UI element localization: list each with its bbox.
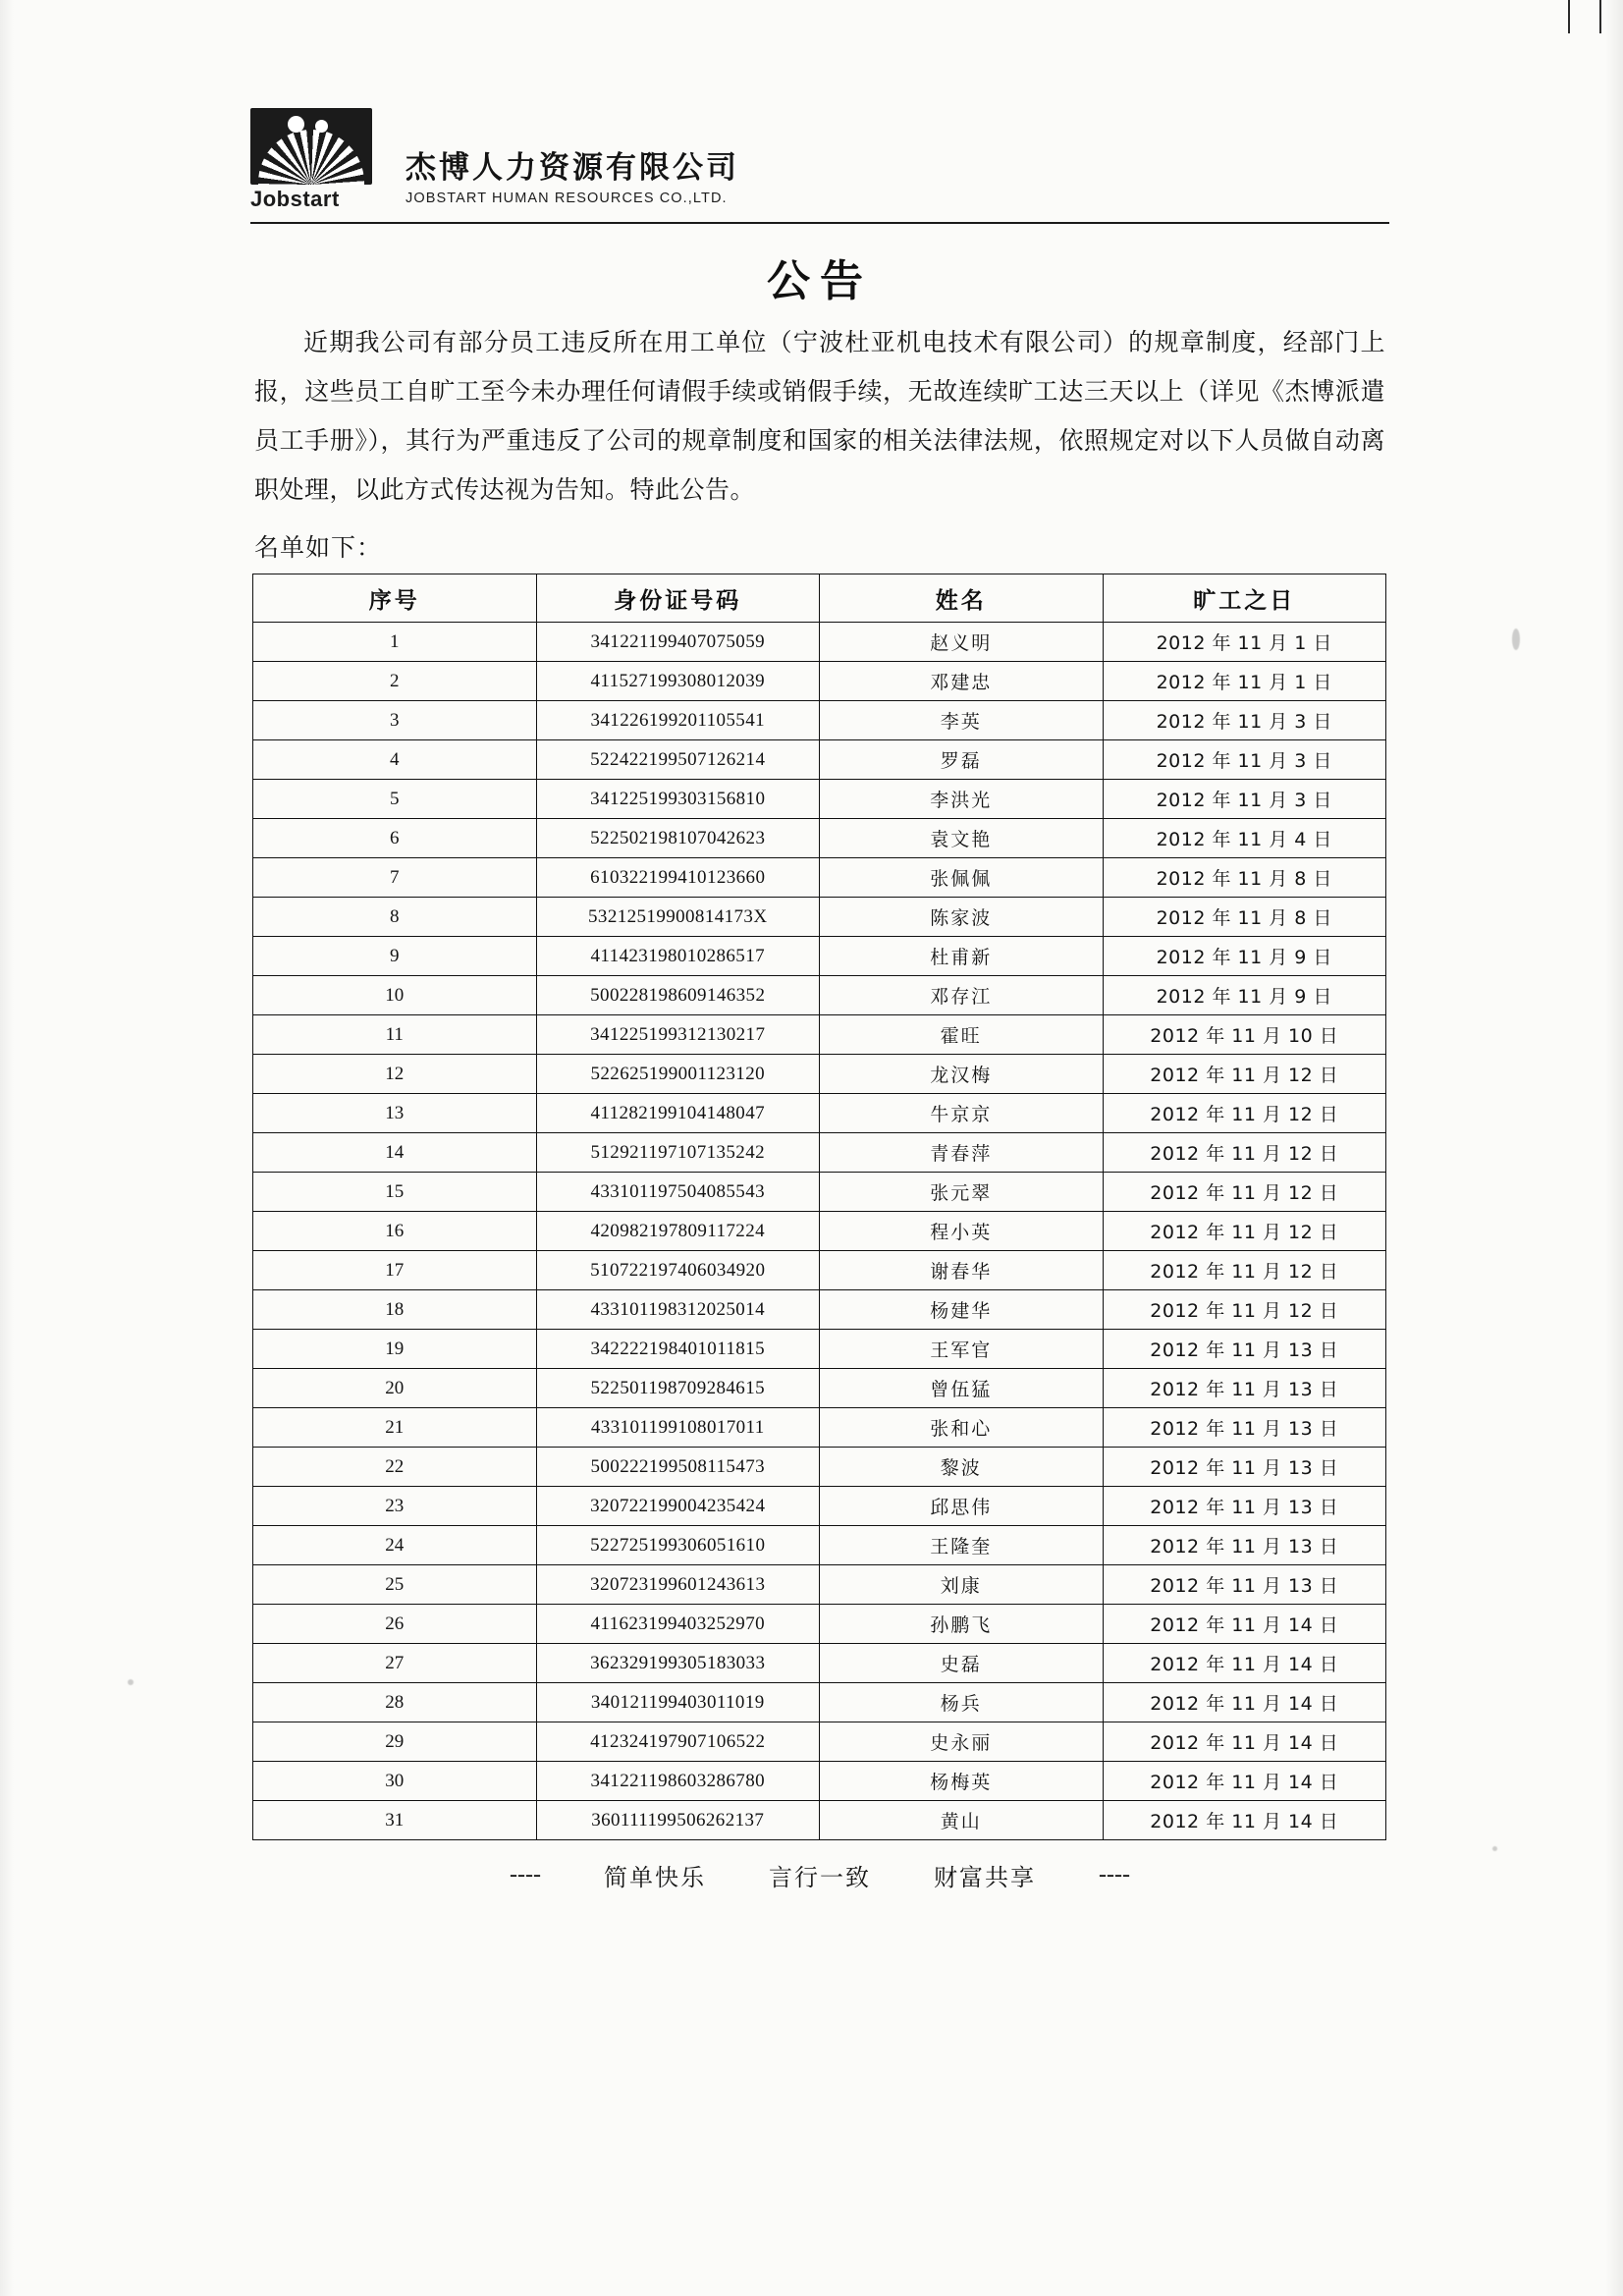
cell-index: 29: [253, 1722, 537, 1762]
cell-name: 牛京京: [820, 1094, 1104, 1133]
cell-name: 邓建忠: [820, 662, 1104, 701]
cell-name: 李英: [820, 701, 1104, 740]
cell-name: 李洪光: [820, 780, 1104, 819]
letterhead: [250, 108, 1389, 218]
cell-id-number: 500228198609146352: [536, 976, 820, 1015]
list-label: 名单如下：: [254, 533, 383, 562]
table-row: [253, 1526, 1386, 1565]
cell-index: 28: [253, 1683, 537, 1722]
table-row: [253, 1290, 1386, 1330]
cell-index: 30: [253, 1762, 537, 1801]
company-name-en: JOBSTART HUMAN RESOURCES CO.,LTD.: [406, 191, 728, 206]
cell-absence-date: 2012 年 11 月 14 日: [1103, 1762, 1386, 1801]
footer-lead-dash: ----: [510, 1862, 541, 1887]
cell-id-number: 512921197107135242: [536, 1133, 820, 1173]
cell-name: 刘康: [820, 1565, 1104, 1605]
cell-absence-date: 2012 年 11 月 12 日: [1103, 1251, 1386, 1290]
company-name-block: [406, 151, 739, 212]
table-row: [253, 1369, 1386, 1408]
jobstart-logo-icon: [250, 108, 372, 185]
cell-id-number: 500222199508115473: [536, 1448, 820, 1487]
cell-id-number: 411623199403252970: [536, 1605, 820, 1644]
cell-id-number: 522422199507126214: [536, 740, 820, 780]
cell-id-number: 433101198312025014: [536, 1290, 820, 1330]
cell-absence-date: 2012 年 11 月 13 日: [1103, 1408, 1386, 1448]
cell-name: 陈家波: [820, 898, 1104, 937]
cell-absence-date: 2012 年 11 月 12 日: [1103, 1173, 1386, 1212]
cell-index: 8: [253, 898, 537, 937]
cell-index: 31: [253, 1801, 537, 1840]
cell-name: 杨梅英: [820, 1762, 1104, 1801]
cell-id-number: 522625199001123120: [536, 1055, 820, 1094]
cell-index: 27: [253, 1644, 537, 1683]
cell-name: 张佩佩: [820, 858, 1104, 898]
cell-index: 24: [253, 1526, 537, 1565]
cell-id-number: 320723199601243613: [536, 1565, 820, 1605]
cell-id-number: 610322199410123660: [536, 858, 820, 898]
cell-index: 19: [253, 1330, 537, 1369]
cell-index: 4: [253, 740, 537, 780]
cell-id-number: 420982197809117224: [536, 1212, 820, 1251]
footer-slogan-3: 财富共享: [934, 1864, 1036, 1891]
table-row: [253, 701, 1386, 740]
cell-name: 龙汉梅: [820, 1055, 1104, 1094]
cell-absence-date: 2012 年 11 月 13 日: [1103, 1565, 1386, 1605]
cell-absence-date: 2012 年 11 月 13 日: [1103, 1369, 1386, 1408]
cell-absence-date: 2012 年 11 月 3 日: [1103, 701, 1386, 740]
cell-index: 26: [253, 1605, 537, 1644]
cell-index: 10: [253, 976, 537, 1015]
cell-index: 23: [253, 1487, 537, 1526]
cell-name: 黄山: [820, 1801, 1104, 1840]
table-row: [253, 1762, 1386, 1801]
col-header-name: 姓名: [820, 574, 1104, 623]
cell-absence-date: 2012 年 11 月 8 日: [1103, 898, 1386, 937]
cell-id-number: 433101197504085543: [536, 1173, 820, 1212]
cell-name: 霍旺: [820, 1015, 1104, 1055]
cell-name: 黎波: [820, 1448, 1104, 1487]
cell-absence-date: 2012 年 11 月 10 日: [1103, 1015, 1386, 1055]
table-body: [253, 623, 1386, 1840]
cell-index: 21: [253, 1408, 537, 1448]
scan-speck: [1512, 629, 1520, 650]
cell-name: 杜甫新: [820, 937, 1104, 976]
table-row: [253, 740, 1386, 780]
col-header-absence-date: 旷工之日: [1103, 574, 1386, 623]
logo-wordmark: Jobstart: [250, 187, 340, 211]
table-row: [253, 976, 1386, 1015]
cell-absence-date: 2012 年 11 月 14 日: [1103, 1801, 1386, 1840]
table-row: [253, 1605, 1386, 1644]
cell-absence-date: 2012 年 11 月 13 日: [1103, 1487, 1386, 1526]
cell-absence-date: 2012 年 11 月 13 日: [1103, 1330, 1386, 1369]
table-row: [253, 1722, 1386, 1762]
cell-index: 13: [253, 1094, 537, 1133]
cell-id-number: 341226199201105541: [536, 701, 820, 740]
footer-slogan-1: 简单快乐: [604, 1864, 706, 1891]
scan-corner-mark: [1568, 0, 1601, 33]
table-row: [253, 1448, 1386, 1487]
cell-index: 3: [253, 701, 537, 740]
cell-id-number: 341221198603286780: [536, 1762, 820, 1801]
cell-absence-date: 2012 年 11 月 13 日: [1103, 1526, 1386, 1565]
cell-absence-date: 2012 年 11 月 12 日: [1103, 1133, 1386, 1173]
table-row: [253, 1173, 1386, 1212]
cell-absence-date: 2012 年 11 月 3 日: [1103, 740, 1386, 780]
cell-index: 15: [253, 1173, 537, 1212]
cell-absence-date: 2012 年 11 月 12 日: [1103, 1094, 1386, 1133]
cell-name: 王军官: [820, 1330, 1104, 1369]
cell-name: 赵义明: [820, 623, 1104, 662]
cell-name: 罗磊: [820, 740, 1104, 780]
cell-index: 12: [253, 1055, 537, 1094]
table-row: [253, 1133, 1386, 1173]
cell-index: 7: [253, 858, 537, 898]
cell-absence-date: 2012 年 11 月 12 日: [1103, 1212, 1386, 1251]
cell-index: 16: [253, 1212, 537, 1251]
table-row: [253, 1094, 1386, 1133]
cell-absence-date: 2012 年 11 月 9 日: [1103, 937, 1386, 976]
table-row: [253, 1644, 1386, 1683]
cell-name: 史磊: [820, 1644, 1104, 1683]
page-title: 公告: [767, 256, 873, 306]
cell-name: 史永丽: [820, 1722, 1104, 1762]
cell-name: 邱思伟: [820, 1487, 1104, 1526]
cell-absence-date: 2012 年 11 月 13 日: [1103, 1448, 1386, 1487]
table-row: [253, 1565, 1386, 1605]
cell-index: 6: [253, 819, 537, 858]
cell-id-number: 341225199303156810: [536, 780, 820, 819]
absentee-table: [252, 574, 1386, 1840]
table-row: [253, 819, 1386, 858]
cell-id-number: 411282199104148047: [536, 1094, 820, 1133]
letterhead-divider: [250, 222, 1389, 224]
cell-id-number: 341221199407075059: [536, 623, 820, 662]
cell-id-number: 433101199108017011: [536, 1408, 820, 1448]
cell-id-number: 320722199004235424: [536, 1487, 820, 1526]
table-row: [253, 1487, 1386, 1526]
cell-id-number: 510722197406034920: [536, 1251, 820, 1290]
cell-index: 14: [253, 1133, 537, 1173]
table-row: [253, 1251, 1386, 1290]
table-row: [253, 780, 1386, 819]
cell-absence-date: 2012 年 11 月 12 日: [1103, 1290, 1386, 1330]
cell-absence-date: 2012 年 11 月 1 日: [1103, 662, 1386, 701]
cell-id-number: 411527199308012039: [536, 662, 820, 701]
cell-absence-date: 2012 年 11 月 3 日: [1103, 780, 1386, 819]
table-row: [253, 1683, 1386, 1722]
cell-id-number: 522501198709284615: [536, 1369, 820, 1408]
table-row: [253, 662, 1386, 701]
cell-name: 王隆奎: [820, 1526, 1104, 1565]
col-header-index: 序号: [253, 574, 537, 623]
cell-name: 谢春华: [820, 1251, 1104, 1290]
cell-index: 2: [253, 662, 537, 701]
cell-name: 孙鹏飞: [820, 1605, 1104, 1644]
scan-edge-left: [0, 0, 14, 2296]
table-row: [253, 1801, 1386, 1840]
cell-name: 张和心: [820, 1408, 1104, 1448]
table-row: [253, 858, 1386, 898]
cell-index: 20: [253, 1369, 537, 1408]
table-row: [253, 1330, 1386, 1369]
cell-index: 18: [253, 1290, 537, 1330]
cell-name: 青春萍: [820, 1133, 1104, 1173]
cell-name: 杨建华: [820, 1290, 1104, 1330]
cell-index: 25: [253, 1565, 537, 1605]
notice-paragraph: 近期我公司有部分员工违反所在用工单位（宁波杜亚机电技术有限公司）的规章制度，经部门上报，这些员工自旷工至今未办理任何请假手续或销假手续，无故连续旷工达三天以上（详见《杰博派遣员工手册》），其行为严重违反了公司的规章制度和国家的相关法律法规，依照规定对以下人员做自动离职处理，以此方式传达视为告知。特此公告。: [254, 328, 1385, 504]
cell-name: 邓存江: [820, 976, 1104, 1015]
table-row: [253, 623, 1386, 662]
cell-index: 17: [253, 1251, 537, 1290]
cell-name: 曾伍猛: [820, 1369, 1104, 1408]
cell-absence-date: 2012 年 11 月 14 日: [1103, 1683, 1386, 1722]
document-content: [250, 108, 1389, 1892]
scan-edge-right: [1605, 0, 1623, 2296]
table-row: [253, 1015, 1386, 1055]
table-row: [253, 1408, 1386, 1448]
cell-id-number: 412324197907106522: [536, 1722, 820, 1762]
footer-trail-dash: ----: [1099, 1862, 1130, 1887]
company-logo: [250, 108, 388, 212]
cell-id-number: 341225199312130217: [536, 1015, 820, 1055]
cell-absence-date: 2012 年 11 月 9 日: [1103, 976, 1386, 1015]
table-row: [253, 937, 1386, 976]
scan-speck: [128, 1679, 134, 1685]
cell-id-number: 360111199506262137: [536, 1801, 820, 1840]
cell-id-number: 340121199403011019: [536, 1683, 820, 1722]
cell-index: 11: [253, 1015, 537, 1055]
cell-name: 张元翠: [820, 1173, 1104, 1212]
cell-absence-date: 2012 年 11 月 4 日: [1103, 819, 1386, 858]
cell-absence-date: 2012 年 11 月 14 日: [1103, 1722, 1386, 1762]
table-row: [253, 1055, 1386, 1094]
footer-slogan-2: 言行一致: [769, 1864, 871, 1891]
cell-name: 杨兵: [820, 1683, 1104, 1722]
company-name-cn: 杰博人力资源有限公司: [406, 150, 739, 187]
cell-id-number: 342222198401011815: [536, 1330, 820, 1369]
cell-absence-date: 2012 年 11 月 14 日: [1103, 1605, 1386, 1644]
cell-index: 9: [253, 937, 537, 976]
cell-id-number: 522502198107042623: [536, 819, 820, 858]
cell-id-number: 411423198010286517: [536, 937, 820, 976]
col-header-id-number: 身份证号码: [536, 574, 820, 623]
cell-absence-date: 2012 年 11 月 1 日: [1103, 623, 1386, 662]
cell-absence-date: 2012 年 11 月 12 日: [1103, 1055, 1386, 1094]
cell-id-number: 53212519900814173X: [536, 898, 820, 937]
cell-index: 22: [253, 1448, 537, 1487]
cell-id-number: 522725199306051610: [536, 1526, 820, 1565]
footer-slogans: [250, 1858, 1389, 1892]
scan-speck: [1492, 1846, 1497, 1851]
table-row: [253, 1212, 1386, 1251]
cell-index: 5: [253, 780, 537, 819]
cell-index: 1: [253, 623, 537, 662]
cell-name: 袁文艳: [820, 819, 1104, 858]
cell-absence-date: 2012 年 11 月 14 日: [1103, 1644, 1386, 1683]
table-row: [253, 898, 1386, 937]
table-header-row: [253, 574, 1386, 623]
cell-absence-date: 2012 年 11 月 8 日: [1103, 858, 1386, 898]
cell-name: 程小英: [820, 1212, 1104, 1251]
cell-id-number: 362329199305183033: [536, 1644, 820, 1683]
